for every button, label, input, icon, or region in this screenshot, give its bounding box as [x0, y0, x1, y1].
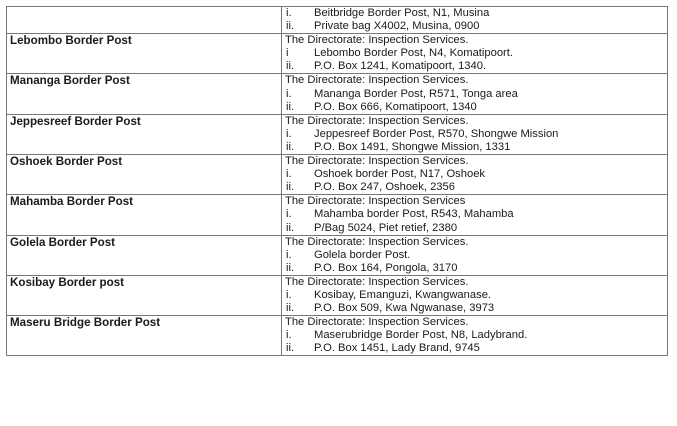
item-number: i. [286, 87, 292, 100]
address-item [285, 101, 664, 114]
address-item [285, 7, 664, 20]
address-item [285, 20, 664, 33]
table-row [7, 235, 668, 275]
table-row [7, 7, 668, 34]
address-item [285, 289, 664, 302]
item-text: P.O. Box 164, Pongola, 3170 [314, 261, 458, 274]
address-item [285, 262, 664, 275]
item-text: P.O. Box 509, Kwa Ngwanase, 3973 [314, 302, 495, 315]
post-name: Jeppesreef Border Post [7, 114, 282, 154]
item-text: Jeppesreef Border Post, R570, Shongwe Mission [314, 127, 559, 140]
item-number: i. [286, 208, 292, 221]
table-row [7, 74, 668, 114]
item-text: Mahamba border Post, R543, Mahamba [314, 208, 514, 221]
post-name: Kosibay Border post [7, 275, 282, 315]
address-item [285, 329, 664, 342]
post-address-cell [282, 316, 668, 356]
item-number: i. [286, 127, 292, 140]
item-text: P/Bag 5024, Piet retief, 2380 [314, 221, 458, 234]
address-item [285, 181, 664, 194]
post-address-cell [282, 114, 668, 154]
item-number: ii. [286, 181, 295, 194]
item-number: i. [286, 248, 292, 261]
address-item [285, 141, 664, 154]
address-item [285, 88, 664, 101]
item-text: Private bag X4002, Musina, 0900 [314, 20, 480, 33]
directorate-label: The Directorate: Inspection Services. [285, 235, 469, 248]
item-text: P.O. Box 1451, Lady Brand, 9745 [314, 342, 480, 355]
item-number: ii. [286, 302, 295, 315]
post-name: Golela Border Post [7, 235, 282, 275]
item-text: Oshoek border Post, N17, Oshoek [314, 168, 486, 181]
table-row [7, 34, 668, 74]
item-text: P.O. Box 247, Oshoek, 2356 [314, 181, 455, 194]
post-address-cell [282, 195, 668, 235]
item-text: Lebombo Border Post, N4, Komatipoort. [314, 47, 513, 60]
table-row [7, 275, 668, 315]
address-item [285, 47, 664, 60]
item-number: ii. [286, 100, 295, 113]
post-name: Mahamba Border Post [7, 195, 282, 235]
item-text: P.O. Box 1491, Shongwe Mission, 1331 [314, 140, 511, 153]
item-number: ii. [286, 20, 295, 33]
address-item [285, 208, 664, 221]
post-name: Mananga Border Post [7, 74, 282, 114]
item-number: ii. [286, 261, 295, 274]
item-number: ii. [286, 60, 295, 73]
post-address-cell [282, 34, 668, 74]
post-name: Lebombo Border Post [7, 34, 282, 74]
item-number: i. [286, 168, 292, 181]
post-name: Maseru Bridge Border Post [7, 316, 282, 356]
item-number: i. [286, 288, 292, 301]
post-name: Oshoek Border Post [7, 155, 282, 195]
item-text: Maserubridge Border Post, N8, Ladybrand. [314, 329, 528, 342]
address-item [285, 60, 664, 73]
directorate-label: The Directorate: Inspection Services. [285, 155, 469, 168]
item-number: i. [286, 329, 292, 342]
item-number: ii. [286, 221, 295, 234]
item-text: P.O. Box 1241, Komatipoort, 1340. [314, 60, 487, 73]
post-address-cell [282, 275, 668, 315]
directorate-label: The Directorate: Inspection Services. [285, 74, 469, 87]
address-item [285, 302, 664, 315]
item-text: Kosibay, Emanguzi, Kwangwanase. [314, 288, 492, 301]
item-number: i [286, 47, 289, 60]
address-item [285, 222, 664, 235]
table-row [7, 155, 668, 195]
post-address-cell [282, 155, 668, 195]
address-item [285, 128, 664, 141]
item-number: i. [286, 7, 292, 19]
post-address-cell [282, 74, 668, 114]
address-item [285, 168, 664, 181]
table-row [7, 114, 668, 154]
directorate-label: The Directorate: Inspection Services. [285, 316, 469, 329]
directorate-label: The Directorate: Inspection Services. [285, 34, 469, 47]
item-number: ii. [286, 140, 295, 153]
post-address-cell [282, 235, 668, 275]
item-number: ii. [286, 342, 295, 355]
table-row [7, 195, 668, 235]
item-text: P.O. Box 666, Komatipoort, 1340 [314, 100, 477, 113]
item-text: Mananga Border Post, R571, Tonga area [314, 87, 518, 100]
table-row [7, 316, 668, 356]
address-item [285, 249, 664, 262]
directorate-label: The Directorate: Inspection Services [285, 195, 466, 208]
border-posts-table [6, 6, 668, 356]
post-address-cell [282, 7, 668, 34]
address-item [285, 342, 664, 355]
directorate-label: The Directorate: Inspection Services. [285, 114, 469, 127]
item-text: Beitbridge Border Post, N1, Musina [314, 7, 490, 19]
post-name-cell [7, 7, 282, 34]
item-text: Golela border Post. [314, 248, 411, 261]
directorate-label: The Directorate: Inspection Services. [285, 275, 469, 288]
